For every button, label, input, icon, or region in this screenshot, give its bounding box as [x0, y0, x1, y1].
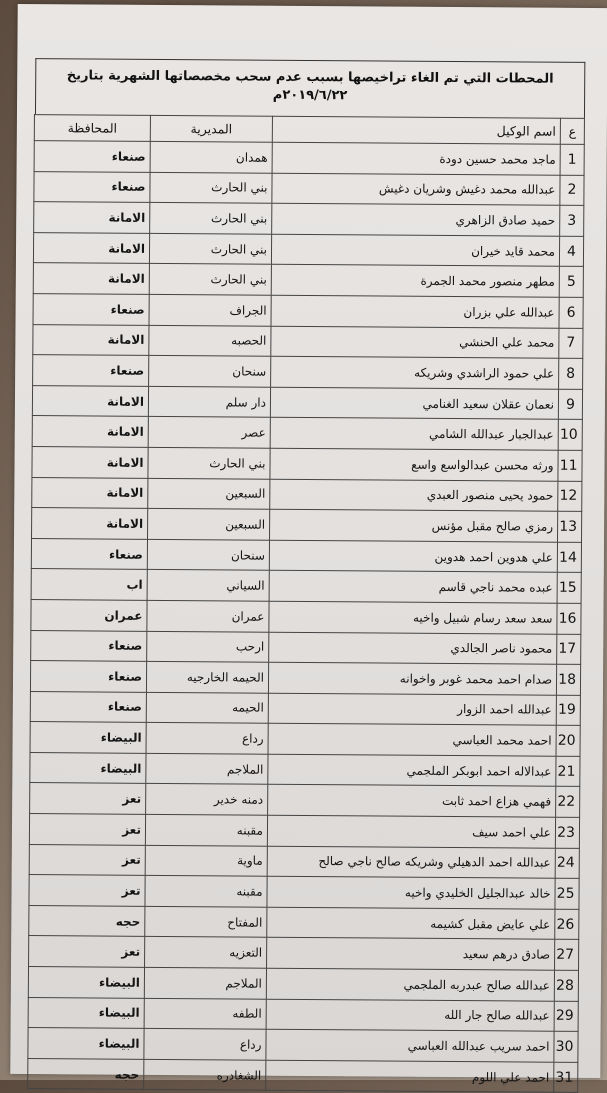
table-row	[33, 324, 583, 358]
table-row	[30, 722, 580, 756]
row-number: 21	[556, 756, 580, 787]
directorate-name: رداع	[146, 723, 268, 754]
directorate-name: مقبنه	[145, 876, 267, 907]
table-row	[32, 416, 582, 450]
table-row	[32, 477, 582, 511]
governorate-name: البيضاء	[28, 997, 144, 1028]
table-row	[29, 844, 579, 878]
directorate-name: بني الحارث	[149, 233, 271, 264]
agent-name: علي عايض مقبل كشيمه	[267, 907, 555, 940]
directorate-name: سنحان	[149, 356, 271, 387]
table-row	[29, 905, 579, 939]
directorate-name: ارحب	[147, 631, 269, 662]
agent-name: مطهر منصور محمد الجمرة	[271, 265, 559, 298]
table-row	[30, 661, 580, 695]
row-number: 6	[559, 297, 583, 328]
governorate-name: عمران	[31, 599, 147, 630]
governorate-name: صنعاء	[33, 294, 149, 325]
paper-sheet	[10, 4, 607, 1086]
directorate-name: الطفه	[144, 998, 266, 1029]
governorate-name: الامانة	[34, 202, 150, 233]
agent-name: حمود يحيى منصور العبدي	[270, 479, 558, 512]
row-number: 3	[560, 205, 584, 236]
table-body	[28, 141, 585, 1093]
agent-name: حميد صادق الزاهري	[272, 203, 560, 236]
row-number: 12	[558, 481, 582, 512]
agent-name: عبده محمد ناجي قاسم	[269, 571, 557, 604]
agent-name: محمد قايد خيران	[271, 234, 559, 267]
agent-name: عبدالله صالح جار الله	[266, 999, 554, 1032]
row-number: 16	[557, 603, 581, 634]
directorate-name: سنحان	[147, 539, 269, 570]
agent-name: نعمان عقلان سعيد الغنامي	[270, 387, 558, 420]
table-row	[29, 936, 579, 970]
governorate-name: صنعاء	[34, 171, 150, 202]
table-row	[31, 599, 581, 633]
row-number: 26	[555, 909, 579, 940]
table-row	[31, 630, 581, 664]
table-row	[33, 263, 583, 297]
directorate-name: الجراف	[149, 294, 271, 325]
title-box	[35, 58, 585, 118]
directorate-name: الحيمه الخارجيه	[146, 661, 268, 692]
governorate-name: صنعاء	[30, 691, 146, 722]
row-number: 14	[557, 542, 581, 573]
row-number: 30	[554, 1031, 578, 1062]
agent-name: احمد محمد العباسي	[268, 724, 556, 757]
directorate-name: المفتاح	[145, 906, 267, 937]
row-number: 13	[557, 511, 581, 542]
governorate-name: الامانة	[32, 447, 148, 478]
governorate-name: البيضاء	[30, 722, 146, 753]
directorate-name: دار سلم	[148, 386, 270, 417]
agent-name: عبدالله احمد الدهيلي وشريكه صالح ناجي صالح	[267, 846, 555, 879]
row-number: 28	[554, 970, 578, 1001]
agent-name: خالد عبدالجليل الخليدي واخيه	[267, 876, 555, 909]
governorate-name: الامانة	[32, 416, 148, 447]
row-number: 27	[555, 940, 579, 971]
governorate-name: صنعاء	[33, 355, 149, 386]
header-num: ع	[560, 118, 584, 144]
governorate-name: تعز	[29, 936, 145, 967]
row-number: 11	[558, 450, 582, 481]
row-number: 19	[556, 695, 580, 726]
document-sheet	[28, 58, 585, 1093]
row-number: 23	[555, 817, 579, 848]
directorate-name: الملاجم	[144, 967, 266, 998]
agent-name: عبدالله علي بزران	[271, 295, 559, 328]
agent-name: ماجد محمد حسين دودة	[272, 142, 560, 175]
header-directorate: المديرية	[150, 115, 272, 142]
directorate-name: ماوية	[145, 845, 267, 876]
governorate-name: صنعاء	[31, 630, 147, 661]
row-number: 17	[557, 634, 581, 665]
stations-table	[27, 114, 585, 1093]
directorate-name: بني الحارث	[150, 203, 272, 234]
row-number: 9	[558, 389, 582, 420]
directorate-name: التعزيه	[145, 937, 267, 968]
governorate-name: الامانة	[33, 324, 149, 355]
governorate-name: صنعاء	[31, 538, 147, 569]
agent-name: علي هدوين احمد هدوين	[269, 540, 557, 573]
table-row	[33, 294, 583, 328]
agent-name: عبدالله احمد الزوار	[268, 693, 556, 726]
row-number: 29	[554, 1001, 578, 1032]
governorate-name: الامانة	[32, 508, 148, 539]
row-number: 31	[554, 1062, 578, 1093]
document-title: المحطات التي تم الغاء تراخيصها بسبب عدم سحب مخصصاتها الشهرية بتاريخ	[66, 68, 554, 87]
governorate-name: تعز	[30, 783, 146, 814]
directorate-name: عمران	[147, 600, 269, 631]
table-row	[28, 997, 578, 1031]
governorate-name: تعز	[29, 875, 145, 906]
agent-name: عبدالجبار عبدالله الشامي	[270, 418, 558, 451]
table-row	[30, 752, 580, 786]
agent-name: عبدالله صالح عبدربه الملجمي	[266, 968, 554, 1001]
directorate-name: بني الحارث	[150, 172, 272, 203]
directorate-name: السبعين	[148, 508, 270, 539]
table-row	[34, 171, 584, 205]
row-number: 10	[558, 420, 582, 451]
governorate-name: حجه	[28, 1058, 144, 1089]
table-row	[28, 967, 578, 1001]
directorate-name: السياني	[147, 570, 269, 601]
directorate-name: بني الحارث	[149, 264, 271, 295]
governorate-name: الامانة	[33, 263, 149, 294]
agent-name: صادق درهم سعيد	[267, 938, 555, 971]
directorate-name: الحيمه	[146, 692, 268, 723]
table-row	[33, 232, 583, 266]
row-number: 24	[555, 848, 579, 879]
governorate-name: البيضاء	[28, 967, 144, 998]
agent-name: عبدالله محمد دغيش وشريان دغيش	[272, 173, 560, 206]
row-number: 20	[556, 726, 580, 757]
agent-name: علي احمد سيف	[267, 815, 555, 848]
governorate-name: تعز	[29, 844, 145, 875]
agent-name: صدام احمد محمد غوبر واخوانه	[268, 662, 556, 695]
directorate-name: همدان	[150, 141, 272, 172]
agent-name: احمد علي اللوم	[266, 1060, 554, 1093]
governorate-name: الامانة	[32, 477, 148, 508]
governorate-name: صنعاء	[34, 141, 150, 172]
agent-name: رمزي صالح مقبل مؤنس	[270, 509, 558, 542]
agent-name: محمود ناصر الجالدي	[269, 632, 557, 665]
table-row	[28, 1028, 578, 1062]
governorate-name: صنعاء	[30, 661, 146, 692]
row-number: 15	[557, 573, 581, 604]
table-row	[29, 814, 579, 848]
table-row	[34, 202, 584, 236]
directorate-name: عصر	[148, 417, 270, 448]
row-number: 8	[559, 358, 583, 389]
table-row	[31, 538, 581, 572]
agent-name: فهمي هزاع احمد ثابت	[268, 785, 556, 818]
table-row	[33, 355, 583, 389]
directorate-name: الشغادره	[144, 1059, 266, 1090]
table-row	[28, 1058, 578, 1092]
row-number: 1	[560, 144, 584, 175]
table-row	[32, 508, 582, 542]
table-row	[30, 783, 580, 817]
table-row	[30, 691, 580, 725]
table-row	[34, 141, 584, 175]
directorate-name: بني الحارث	[148, 447, 270, 478]
directorate-name: مقبنه	[145, 814, 267, 845]
agent-name: عبدالاله احمد ابوبكر الملجمي	[268, 754, 556, 787]
header-agent: اسم الوكيل	[272, 116, 560, 144]
directorate-name: دمنه خدير	[146, 784, 268, 815]
governorate-name: اب	[31, 569, 147, 600]
agent-name: علي حمود الراشدي وشريكه	[271, 356, 559, 389]
table-row	[32, 447, 582, 481]
agent-name: احمد سريب عبدالله العباسي	[266, 1029, 554, 1062]
agent-name: سعد سعد رسام شبيل واخيه	[269, 601, 557, 634]
table-row	[32, 385, 582, 419]
row-number: 7	[559, 328, 583, 359]
governorate-name: البيضاء	[28, 1028, 144, 1059]
agent-name: محمد علي الحنشي	[271, 326, 559, 359]
governorate-name: البيضاء	[30, 752, 146, 783]
governorate-name: الامانة	[32, 385, 148, 416]
agent-name: ورثه محسن عبدالواسع واسع	[270, 448, 558, 481]
table-row	[31, 569, 581, 603]
directorate-name: الملاجم	[146, 753, 268, 784]
row-number: 2	[560, 175, 584, 206]
table-row	[29, 875, 579, 909]
row-number: 5	[559, 267, 583, 298]
row-number: 22	[556, 787, 580, 818]
document-date: ٢٠١٩/٦/٢٢م	[272, 87, 348, 104]
directorate-name: السبعين	[148, 478, 270, 509]
row-number: 25	[555, 878, 579, 909]
header-governorate: المحافظة	[34, 115, 150, 142]
row-number: 4	[559, 236, 583, 267]
table-header-row	[34, 115, 584, 145]
row-number: 18	[556, 664, 580, 695]
governorate-name: تعز	[29, 814, 145, 845]
directorate-name: رداع	[144, 1029, 266, 1060]
governorate-name: حجه	[29, 905, 145, 936]
directorate-name: الحصبه	[149, 325, 271, 356]
governorate-name: الامانة	[33, 232, 149, 263]
